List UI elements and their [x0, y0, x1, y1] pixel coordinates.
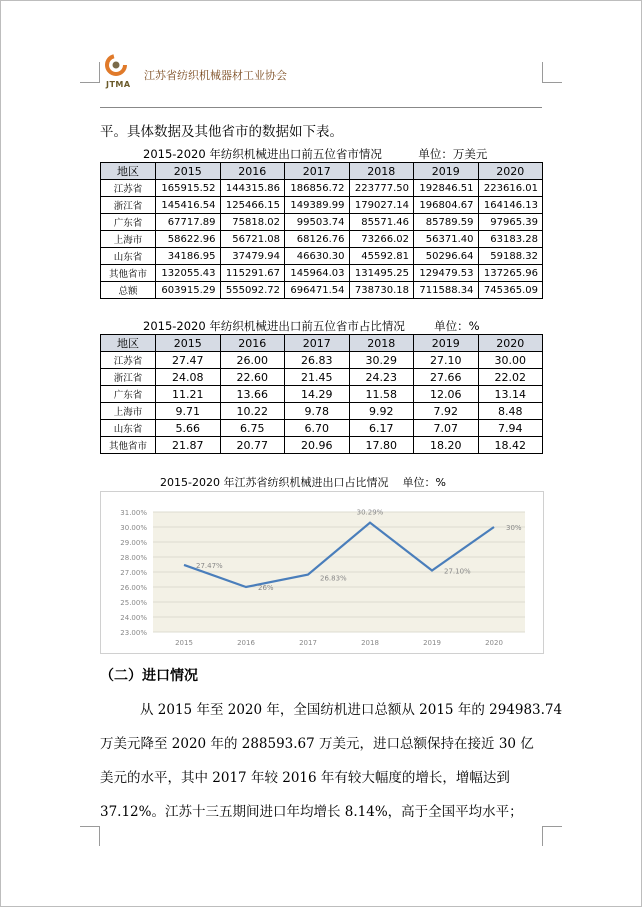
region-cell: 上海市: [101, 231, 156, 248]
value-cell: 132055.43: [156, 265, 221, 282]
value-cell: 145964.03: [285, 265, 350, 282]
table-row: [101, 197, 543, 214]
value-cell: 555092.72: [220, 282, 285, 299]
column-header: 2015: [156, 335, 221, 352]
crop-mark: [542, 826, 562, 827]
value-cell: 14.29: [285, 386, 350, 403]
value-cell: 63183.28: [478, 231, 543, 248]
x-tick-label: 2017: [299, 639, 317, 647]
value-cell: 56371.40: [414, 231, 479, 248]
y-tick-label: 28.00%: [120, 554, 147, 562]
table-row: [101, 403, 543, 420]
region-cell: 浙江省: [101, 197, 156, 214]
table-row: [101, 420, 543, 437]
paragraph-line: 美元的水平，其中 2017 年较 2016 年有较大幅度的增长，增幅达到: [100, 770, 510, 786]
crop-mark: [542, 62, 543, 82]
value-cell: 34186.95: [156, 248, 221, 265]
column-header: 2015: [156, 163, 221, 180]
value-cell: 22.60: [220, 369, 285, 386]
region-cell: 总额: [101, 282, 156, 299]
value-cell: 149389.99: [285, 197, 350, 214]
value-cell: 30.29: [349, 352, 414, 369]
value-cell: 12.06: [414, 386, 479, 403]
y-tick-label: 27.00%: [120, 569, 147, 577]
value-cell: 6.70: [285, 420, 350, 437]
table-row: [101, 386, 543, 403]
value-cell: 21.45: [285, 369, 350, 386]
column-header: 2016: [220, 335, 285, 352]
y-tick-label: 31.00%: [120, 509, 147, 517]
value-cell: 745365.09: [478, 282, 543, 299]
value-cell: 24.23: [349, 369, 414, 386]
line-chart: [101, 492, 543, 653]
crop-mark: [542, 826, 543, 846]
table-header-row: [101, 163, 543, 180]
value-cell: 7.07: [414, 420, 479, 437]
column-header: 2018: [349, 163, 414, 180]
paragraph-line: 万美元降至 2020 年的 288593.67 万美元，进口总额保持在接近 30 亿: [100, 736, 534, 752]
region-cell: 其他省市: [101, 437, 156, 454]
value-cell: 5.66: [156, 420, 221, 437]
value-cell: 696471.54: [285, 282, 350, 299]
region-cell: 上海市: [101, 403, 156, 420]
value-cell: 145416.54: [156, 197, 221, 214]
value-cell: 68126.76: [285, 231, 350, 248]
value-cell: 164146.13: [478, 197, 543, 214]
data-label: 30%: [506, 524, 522, 532]
table2-caption: 2015-2020 年纺织机械进出口前五位省市占比情况 单位：%: [143, 319, 480, 333]
x-tick-label: 2019: [423, 639, 441, 647]
y-tick-label: 24.00%: [120, 614, 147, 622]
column-header: 2019: [414, 163, 479, 180]
value-cell: 50296.64: [414, 248, 479, 265]
value-cell: 99503.74: [285, 214, 350, 231]
data-label: 26%: [258, 584, 274, 592]
y-tick-label: 30.00%: [120, 524, 147, 532]
header-rule: [100, 107, 542, 108]
value-cell: 7.92: [414, 403, 479, 420]
data-label: 27.10%: [444, 567, 471, 576]
value-cell: 179027.14: [349, 197, 414, 214]
value-cell: 11.58: [349, 386, 414, 403]
value-cell: 17.80: [349, 437, 414, 454]
value-cell: 9.92: [349, 403, 414, 420]
data-label: 30.29%: [356, 508, 384, 517]
value-cell: 165915.52: [156, 180, 221, 197]
column-header: 2019: [414, 335, 479, 352]
table1-caption: 2015-2020 年纺织机械进出口前五位省市情况 单位：万美元: [143, 147, 488, 161]
value-cell: 131495.25: [349, 265, 414, 282]
crop-mark: [99, 62, 100, 82]
section-title: （二）进口情况: [100, 668, 198, 684]
jtma-logo-icon: [103, 52, 129, 78]
value-cell: 75818.02: [220, 214, 285, 231]
intro-text: 平。具体数据及其他省市的数据如下表。: [100, 124, 343, 140]
region-cell: 广东省: [101, 386, 156, 403]
column-header: 2020: [478, 163, 543, 180]
data-label: 26.83%: [320, 574, 347, 583]
table-row: [101, 180, 543, 197]
y-tick-label: 26.00%: [120, 584, 147, 592]
x-tick-label: 2020: [485, 639, 503, 647]
table-header-row: [101, 335, 543, 352]
value-cell: 223616.01: [478, 180, 543, 197]
value-cell: 738730.18: [349, 282, 414, 299]
value-cell: 10.22: [220, 403, 285, 420]
y-tick-label: 23.00%: [120, 629, 147, 637]
value-cell: 26.00: [220, 352, 285, 369]
export-share-table: [100, 334, 543, 454]
region-cell: 江苏省: [101, 180, 156, 197]
value-cell: 18.42: [478, 437, 543, 454]
value-cell: 115291.67: [220, 265, 285, 282]
value-cell: 603915.29: [156, 282, 221, 299]
region-cell: 山东省: [101, 248, 156, 265]
value-cell: 6.75: [220, 420, 285, 437]
column-header: 2020: [478, 335, 543, 352]
org-name: 江苏省纺织机械器材工业协会: [144, 69, 287, 82]
value-cell: 30.00: [478, 352, 543, 369]
paragraph-line: 从 2015 年至 2020 年，全国纺机进口总额从 2015 年的 294983.74: [140, 702, 563, 718]
value-cell: 20.96: [285, 437, 350, 454]
table-row: [101, 369, 543, 386]
value-cell: 97965.39: [478, 214, 543, 231]
region-cell: 江苏省: [101, 352, 156, 369]
value-cell: 22.02: [478, 369, 543, 386]
crop-mark: [99, 826, 100, 846]
value-cell: 85571.46: [349, 214, 414, 231]
table-row: [101, 214, 543, 231]
value-cell: 129479.53: [414, 265, 479, 282]
data-label: 27.47%: [196, 561, 223, 570]
table-row: [101, 437, 543, 454]
export-amount-table: [100, 162, 543, 299]
crop-mark: [80, 826, 100, 827]
value-cell: 137265.96: [478, 265, 543, 282]
table-row: [101, 248, 543, 265]
value-cell: 8.48: [478, 403, 543, 420]
region-cell: 其他省市: [101, 265, 156, 282]
value-cell: 11.21: [156, 386, 221, 403]
value-cell: 73266.02: [349, 231, 414, 248]
value-cell: 46630.30: [285, 248, 350, 265]
table-row: [101, 352, 543, 369]
value-cell: 20.77: [220, 437, 285, 454]
x-tick-label: 2016: [237, 639, 255, 647]
value-cell: 9.78: [285, 403, 350, 420]
value-cell: 56721.08: [220, 231, 285, 248]
value-cell: 13.14: [478, 386, 543, 403]
table-row: [101, 231, 543, 248]
value-cell: 27.66: [414, 369, 479, 386]
table-row: [101, 265, 543, 282]
column-header: 地区: [101, 335, 156, 352]
value-cell: 58622.96: [156, 231, 221, 248]
value-cell: 26.83: [285, 352, 350, 369]
value-cell: 192846.51: [414, 180, 479, 197]
crop-mark: [80, 82, 100, 83]
value-cell: 144315.86: [220, 180, 285, 197]
crop-mark: [542, 82, 562, 83]
value-cell: 7.94: [478, 420, 543, 437]
column-header: 2017: [285, 335, 350, 352]
value-cell: 27.10: [414, 352, 479, 369]
x-tick-label: 2015: [175, 639, 193, 647]
paragraph-line: 37.12%。江苏十三五期间进口年均增长 8.14%，高于全国平均水平；: [100, 804, 523, 820]
y-tick-label: 25.00%: [120, 599, 147, 607]
column-header: 2016: [220, 163, 285, 180]
table-row: [101, 282, 543, 299]
value-cell: 85789.59: [414, 214, 479, 231]
region-cell: 山东省: [101, 420, 156, 437]
column-header: 2018: [349, 335, 414, 352]
value-cell: 6.17: [349, 420, 414, 437]
x-tick-label: 2018: [361, 639, 379, 647]
value-cell: 21.87: [156, 437, 221, 454]
region-cell: 广东省: [101, 214, 156, 231]
logo-text: JTMA: [106, 80, 131, 89]
value-cell: 45592.81: [349, 248, 414, 265]
value-cell: 223777.50: [349, 180, 414, 197]
value-cell: 186856.72: [285, 180, 350, 197]
value-cell: 18.20: [414, 437, 479, 454]
value-cell: 59188.32: [478, 248, 543, 265]
column-header: 地区: [101, 163, 156, 180]
value-cell: 711588.34: [414, 282, 479, 299]
chart-caption: 2015-2020 年江苏省纺织机械进出口占比情况 单位：%: [160, 476, 446, 489]
value-cell: 13.66: [220, 386, 285, 403]
region-cell: 浙江省: [101, 369, 156, 386]
value-cell: 125466.15: [220, 197, 285, 214]
column-header: 2017: [285, 163, 350, 180]
value-cell: 67717.89: [156, 214, 221, 231]
chart-container: [100, 491, 544, 654]
value-cell: 37479.94: [220, 248, 285, 265]
value-cell: 27.47: [156, 352, 221, 369]
value-cell: 24.08: [156, 369, 221, 386]
value-cell: 196804.67: [414, 197, 479, 214]
y-tick-label: 29.00%: [120, 539, 147, 547]
value-cell: 9.71: [156, 403, 221, 420]
